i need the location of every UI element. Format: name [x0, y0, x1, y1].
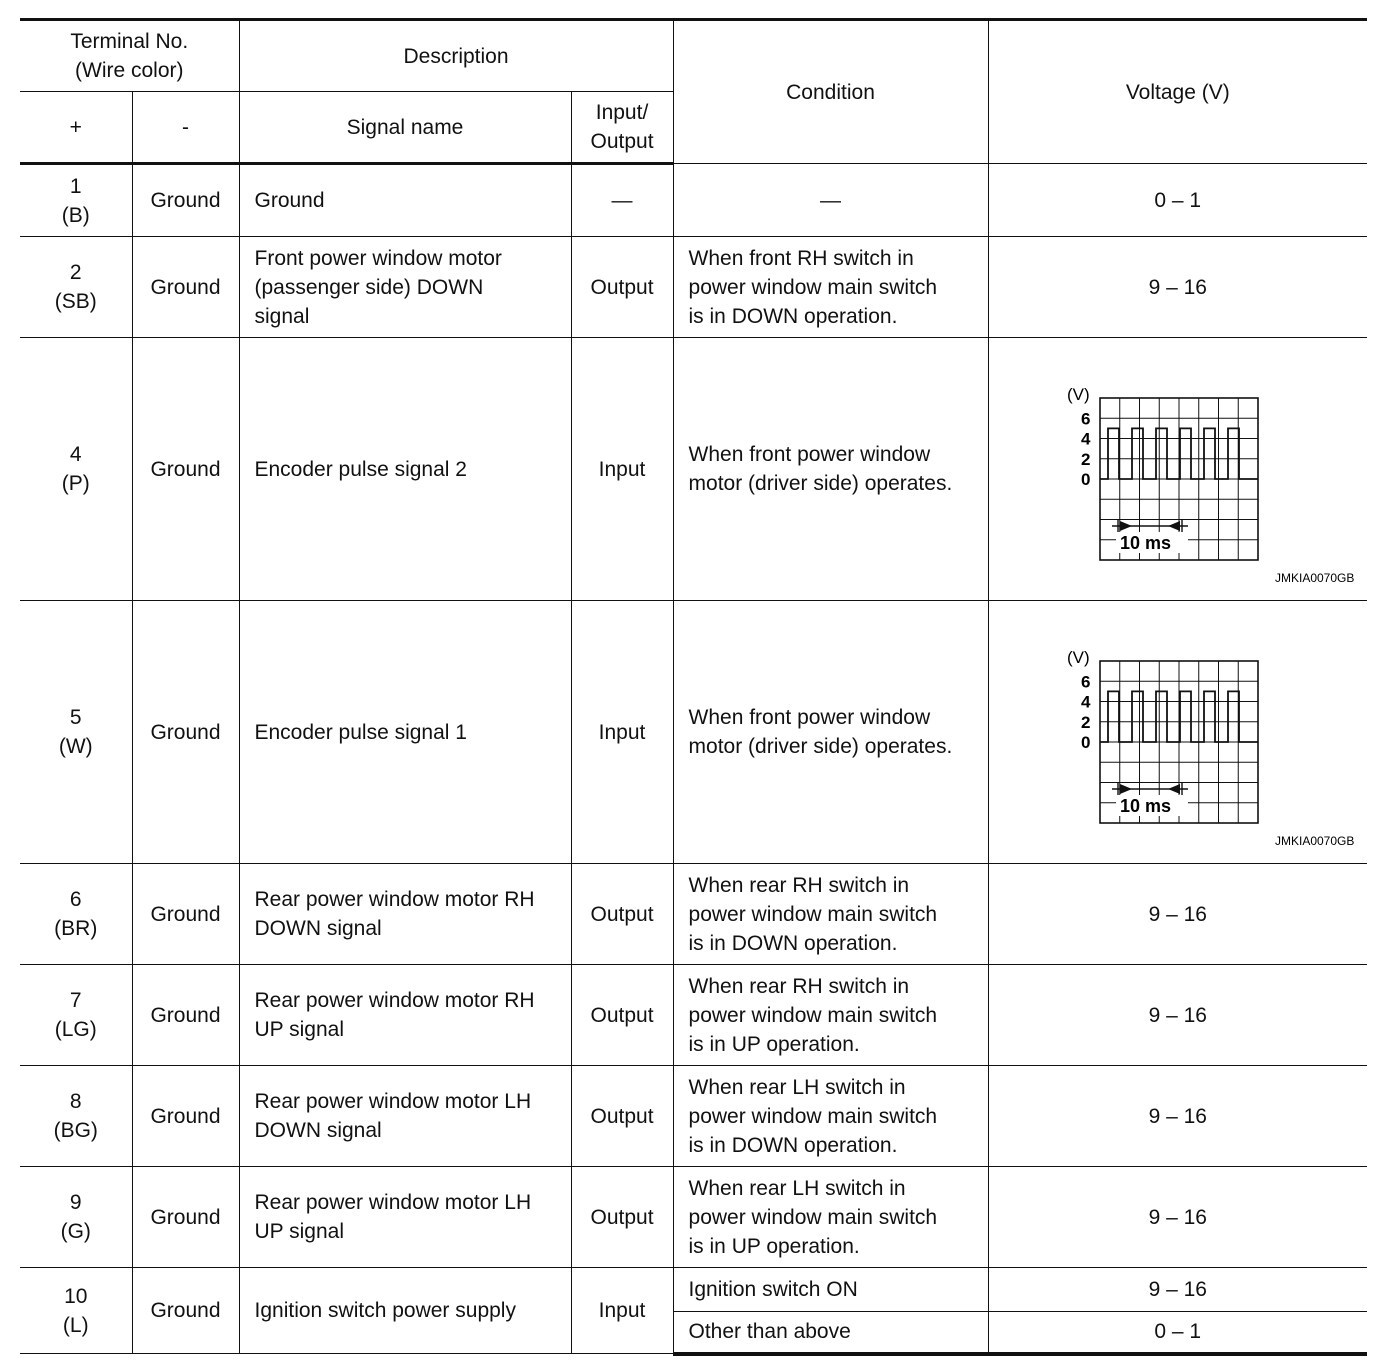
io-cell: Input — [571, 1268, 673, 1354]
io-cell: Output — [571, 965, 673, 1066]
condition-line: motor (driver side) operates. — [688, 735, 953, 758]
terminal-number: 8 — [69, 1090, 82, 1113]
signal-name-cell — [239, 237, 571, 338]
condition-header: Condition — [673, 20, 988, 164]
ground-cell: Ground — [132, 164, 239, 237]
voltage-header: Voltage (V) — [988, 20, 1367, 164]
arrow-right-icon — [1120, 784, 1132, 794]
terminal-number: 4 — [69, 443, 82, 466]
terminal-cell — [20, 1167, 132, 1268]
terminal-cell — [20, 1268, 132, 1354]
y-tick-label: 0 — [1080, 470, 1090, 489]
voltage-cell — [988, 601, 1367, 864]
signal-name-line: Rear power window motor RH — [254, 989, 535, 1012]
voltage-cell — [988, 338, 1367, 601]
io-cell: Output — [571, 864, 673, 965]
terminal-number: 1 — [69, 174, 82, 198]
wire-color: (LG) — [54, 1018, 97, 1041]
ground-cell: Ground — [132, 1268, 239, 1354]
condition-cell — [673, 864, 988, 965]
terminal-cell — [20, 864, 132, 965]
y-tick-label: 0 — [1080, 733, 1090, 752]
condition-line: When front RH switch in — [688, 246, 914, 270]
table-row — [20, 338, 1367, 601]
condition-line: power window main switch — [688, 902, 938, 926]
input-output-header: Input/ Output — [571, 92, 673, 164]
condition-line: When rear RH switch in — [688, 873, 910, 897]
table-row — [20, 1066, 1367, 1167]
description-header: Description — [239, 20, 673, 92]
condition-line: is in DOWN operation. — [688, 1133, 898, 1157]
signal-name-line: Rear power window motor LH — [254, 1090, 532, 1113]
condition-line: When front power window — [688, 706, 931, 729]
terminal-number: 5 — [69, 706, 82, 729]
signal-name-line: UP signal — [254, 1018, 344, 1041]
condition-line: power window main switch — [688, 1104, 938, 1128]
table-row — [20, 864, 1367, 965]
signal-name-line: DOWN signal — [254, 917, 382, 940]
ground-cell: Ground — [132, 237, 239, 338]
condition-line: is in UP operation. — [688, 1234, 860, 1258]
condition-cell — [673, 1167, 988, 1268]
terminal-number: 6 — [69, 888, 82, 911]
unit-label: (V) — [1066, 385, 1090, 404]
condition-line: When front power window — [688, 443, 931, 466]
terminal-number: 2 — [69, 261, 82, 284]
voltage-value: 9 – 16 — [1148, 275, 1207, 299]
table-row — [20, 601, 1367, 864]
arrow-right-icon — [1120, 521, 1132, 531]
signal-name-cell — [239, 338, 571, 601]
signal-name-line: (passenger side) DOWN — [254, 275, 484, 299]
condition-line: When rear LH switch in — [688, 1176, 906, 1200]
signal-name-line: Ignition switch power supply — [254, 1299, 516, 1322]
terminal-number: 7 — [69, 989, 82, 1012]
table-row — [20, 965, 1367, 1066]
condition-line: — — [820, 188, 842, 212]
ground-cell: Ground — [132, 1066, 239, 1167]
signal-name-header: Signal name — [239, 92, 571, 164]
terminal-cell — [20, 601, 132, 864]
condition-cell — [673, 1066, 988, 1167]
condition-line: is in DOWN operation. — [688, 304, 898, 328]
signal-name-line: Encoder pulse signal 2 — [254, 457, 467, 481]
y-tick-label: 6 — [1080, 672, 1090, 692]
ground-cell: Ground — [132, 965, 239, 1066]
wire-color: (BR) — [54, 917, 98, 940]
figure-code: JMKIA0070GB — [1274, 571, 1354, 585]
waveform-chart — [1063, 382, 1354, 587]
signal-name-line: Front power window motor — [254, 246, 502, 270]
table-row — [20, 164, 1367, 237]
signal-name-cell — [239, 1066, 571, 1167]
io-cell: — — [571, 164, 673, 237]
signal-name-line: Rear power window motor LH — [254, 1191, 532, 1214]
signal-name-cell — [239, 601, 571, 864]
signal-name-cell — [239, 864, 571, 965]
voltage-cell — [988, 237, 1367, 338]
wire-color: (SB) — [54, 290, 97, 313]
wire-color: (L) — [62, 1313, 89, 1337]
signal-name-cell — [239, 1268, 571, 1354]
condition-line: power window main switch — [688, 275, 938, 299]
io-cell: Output — [571, 1167, 673, 1268]
io-cell: Output — [571, 1066, 673, 1167]
y-tick-label: 2 — [1080, 712, 1090, 732]
wire-color: (W) — [58, 735, 93, 758]
condition-cell — [673, 338, 988, 601]
ground-cell: Ground — [132, 338, 239, 601]
signal-name-cell — [239, 1167, 571, 1268]
condition-cell — [673, 601, 988, 864]
table-row — [20, 237, 1367, 338]
arrow-left-icon — [1168, 521, 1180, 531]
voltage-cell — [988, 864, 1367, 965]
figure-code: JMKIA0070GB — [1274, 834, 1354, 848]
y-tick-label: 4 — [1080, 429, 1090, 449]
terminal-no-header: Terminal No. (Wire color) — [20, 20, 239, 92]
condition-line: power window main switch — [688, 1003, 938, 1027]
terminal-cell — [20, 237, 132, 338]
signal-name-line: Encoder pulse signal 1 — [254, 720, 467, 744]
voltage-cell: 0 – 1 — [988, 1312, 1367, 1354]
io-cell: Output — [571, 237, 673, 338]
time-label: 10 ms — [1119, 533, 1171, 553]
y-tick-label: 4 — [1080, 692, 1090, 712]
terminal-number: 10 — [64, 1284, 88, 1308]
signal-name-cell — [239, 965, 571, 1066]
condition-cell: Ignition switch ON — [673, 1268, 988, 1312]
y-tick-label: 6 — [1080, 409, 1090, 429]
condition-line: motor (driver side) operates. — [688, 472, 953, 495]
io-cell: Input — [571, 601, 673, 864]
arrow-left-icon — [1168, 784, 1180, 794]
voltage-value: 9 – 16 — [1148, 1003, 1207, 1027]
waveform-chart — [1063, 645, 1354, 850]
ground-cell: Ground — [132, 601, 239, 864]
signal-name-line: Ground — [254, 189, 325, 212]
voltage-cell: 9 – 16 — [988, 1268, 1367, 1312]
voltage-cell — [988, 965, 1367, 1066]
terminal-cell — [20, 1066, 132, 1167]
ground-cell: Ground — [132, 1167, 239, 1268]
signal-name-line: signal — [254, 304, 310, 328]
condition-cell — [673, 965, 988, 1066]
wire-color: (G) — [60, 1220, 91, 1243]
plus-header: + — [20, 92, 132, 164]
condition-cell — [673, 164, 988, 237]
voltage-cell — [988, 1066, 1367, 1167]
signal-name-line: DOWN signal — [254, 1119, 382, 1142]
io-cell: Input — [571, 338, 673, 601]
signal-name-cell — [239, 164, 571, 237]
voltage-cell — [988, 164, 1367, 237]
table-row — [20, 1268, 1367, 1312]
minus-header: - — [132, 92, 239, 164]
ground-cell: Ground — [132, 864, 239, 965]
voltage-cell — [988, 1167, 1367, 1268]
wire-color: (B) — [61, 203, 90, 227]
terminal-cell — [20, 164, 132, 237]
terminal-cell — [20, 965, 132, 1066]
wire-color: (BG) — [53, 1119, 98, 1142]
unit-label: (V) — [1066, 648, 1090, 667]
terminal-number: 9 — [69, 1191, 82, 1214]
voltage-value: 9 – 16 — [1148, 1205, 1207, 1229]
wire-color: (P) — [61, 472, 90, 495]
voltage-value: 0 – 1 — [1154, 188, 1202, 212]
y-tick-label: 2 — [1080, 449, 1090, 469]
condition-cell — [673, 237, 988, 338]
terminal-cell — [20, 338, 132, 601]
voltage-value: 9 – 16 — [1148, 902, 1207, 926]
condition-line: is in DOWN operation. — [688, 931, 898, 955]
condition-line: is in UP operation. — [688, 1032, 860, 1056]
terminal-table — [20, 18, 1367, 1356]
condition-line: When rear LH switch in — [688, 1075, 906, 1099]
time-label: 10 ms — [1119, 796, 1171, 816]
condition-cell: Other than above — [673, 1312, 988, 1354]
condition-line: When rear RH switch in — [688, 974, 910, 998]
signal-name-line: Rear power window motor RH — [254, 888, 535, 911]
voltage-value: 9 – 16 — [1148, 1104, 1207, 1128]
table-row — [20, 1167, 1367, 1268]
condition-line: power window main switch — [688, 1205, 938, 1229]
signal-name-line: UP signal — [254, 1220, 344, 1243]
